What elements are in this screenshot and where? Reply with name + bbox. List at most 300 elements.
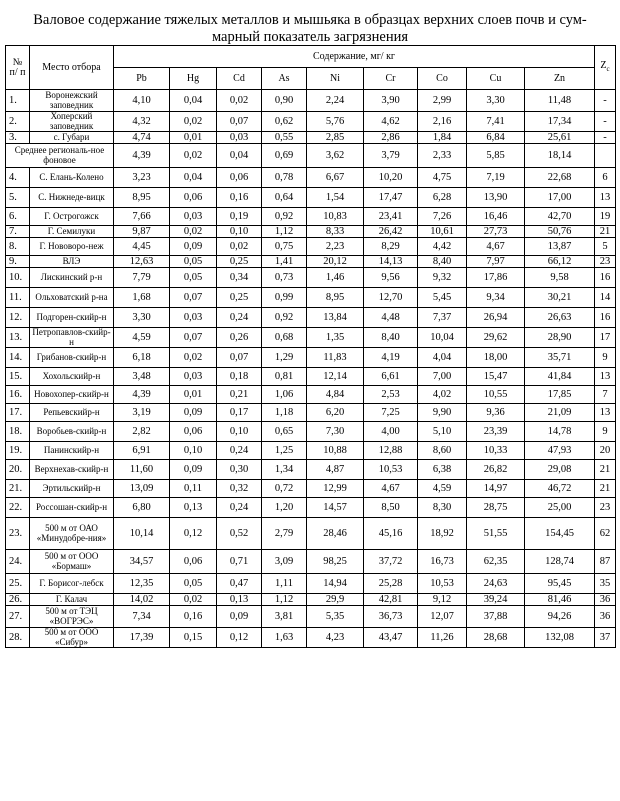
cell-pb: 14,02 xyxy=(114,594,170,606)
row-number: 23. xyxy=(6,518,30,550)
cell-ni: 2,23 xyxy=(307,238,364,256)
cell-zn: 14,78 xyxy=(525,422,595,442)
cell-as: 1,29 xyxy=(262,348,307,368)
cell-ni: 98,25 xyxy=(307,550,364,574)
header-element-as: As xyxy=(262,68,307,90)
cell-cu: 6,84 xyxy=(467,132,525,144)
cell-cr: 4,67 xyxy=(364,480,418,498)
cell-zn: 17,34 xyxy=(525,112,595,132)
cell-cr: 42,81 xyxy=(364,594,418,606)
cell-as: 0,90 xyxy=(262,90,307,112)
row-place: Новохопер-скийр-н xyxy=(30,386,114,404)
cell-pb: 7,34 xyxy=(114,606,170,628)
cell-zc: 5 xyxy=(595,238,616,256)
cell-zn: 35,71 xyxy=(525,348,595,368)
row-number: 15. xyxy=(6,368,30,386)
cell-zn: 42,70 xyxy=(525,208,595,226)
cell-cu: 4,67 xyxy=(467,238,525,256)
cell-co: 2,16 xyxy=(418,112,467,132)
cell-zn: 47,93 xyxy=(525,442,595,460)
cell-cr: 6,61 xyxy=(364,368,418,386)
header-place: Место отбора xyxy=(30,46,114,90)
cell-pb: 6,80 xyxy=(114,498,170,518)
cell-as: 1,63 xyxy=(262,628,307,648)
cell-cu: 15,47 xyxy=(467,368,525,386)
cell-cr: 8,50 xyxy=(364,498,418,518)
cell-cu: 27,73 xyxy=(467,226,525,238)
cell-cu: 28,75 xyxy=(467,498,525,518)
row-number: 19. xyxy=(6,442,30,460)
table-row xyxy=(6,112,616,132)
cell-co: 4,75 xyxy=(418,168,467,188)
document xyxy=(5,0,615,648)
cell-ni: 5,76 xyxy=(307,112,364,132)
cell-ni: 1,54 xyxy=(307,188,364,208)
cell-as: 1,34 xyxy=(262,460,307,480)
row-place: 500 м от ООО «Сибур» xyxy=(30,628,114,648)
cell-cr: 8,40 xyxy=(364,328,418,348)
table-row xyxy=(6,144,616,168)
cell-as: 0,68 xyxy=(262,328,307,348)
cell-zc: 36 xyxy=(595,594,616,606)
cell-cu: 16,46 xyxy=(467,208,525,226)
row-number: 17. xyxy=(6,404,30,422)
cell-cd: 0,02 xyxy=(217,90,262,112)
cell-co: 6,38 xyxy=(418,460,467,480)
cell-ni: 8,95 xyxy=(307,288,364,308)
table-row xyxy=(6,460,616,480)
cell-cd: 0,19 xyxy=(217,208,262,226)
cell-co: 5,45 xyxy=(418,288,467,308)
cell-co: 5,10 xyxy=(418,422,467,442)
cell-zc xyxy=(595,144,616,168)
cell-zc: - xyxy=(595,132,616,144)
cell-hg: 0,13 xyxy=(170,498,217,518)
cell-as: 0,64 xyxy=(262,188,307,208)
table-caption xyxy=(5,0,615,45)
table-row xyxy=(6,308,616,328)
cell-pb: 13,09 xyxy=(114,480,170,498)
cell-cu: 18,00 xyxy=(467,348,525,368)
cell-cr: 4,19 xyxy=(364,348,418,368)
cell-as: 1,06 xyxy=(262,386,307,404)
cell-as: 1,41 xyxy=(262,256,307,268)
row-place: Г. Нововоро-неж xyxy=(30,238,114,256)
cell-zc: 36 xyxy=(595,606,616,628)
row-place: Грибанов-скийр-н xyxy=(30,348,114,368)
cell-zn: 17,00 xyxy=(525,188,595,208)
cell-zc: 7 xyxy=(595,386,616,404)
cell-ni: 1,46 xyxy=(307,268,364,288)
table-row xyxy=(6,188,616,208)
cell-as: 2,79 xyxy=(262,518,307,550)
zc-label: Z xyxy=(600,60,607,71)
cell-co: 4,59 xyxy=(418,480,467,498)
row-number: 26. xyxy=(6,594,30,606)
table-row xyxy=(6,90,616,112)
table-row xyxy=(6,404,616,422)
table-row xyxy=(6,442,616,460)
cell-ni: 12,99 xyxy=(307,480,364,498)
cell-hg: 0,06 xyxy=(170,188,217,208)
cell-zc: 13 xyxy=(595,404,616,422)
cell-zn: 26,63 xyxy=(525,308,595,328)
cell-hg: 0,02 xyxy=(170,594,217,606)
table-header xyxy=(6,46,616,90)
cell-as: 0,81 xyxy=(262,368,307,386)
cell-co: 9,32 xyxy=(418,268,467,288)
cell-zn: 154,45 xyxy=(525,518,595,550)
cell-zn: 22,68 xyxy=(525,168,595,188)
cell-ni: 20,12 xyxy=(307,256,364,268)
row-number: 9. xyxy=(6,256,30,268)
cell-cr: 12,70 xyxy=(364,288,418,308)
row-number: 12. xyxy=(6,308,30,328)
cell-cr: 23,41 xyxy=(364,208,418,226)
cell-pb: 4,32 xyxy=(114,112,170,132)
cell-cu: 26,82 xyxy=(467,460,525,480)
cell-cd: 0,25 xyxy=(217,288,262,308)
row-place: Хохольскийр-н xyxy=(30,368,114,386)
cell-cu: 29,62 xyxy=(467,328,525,348)
cell-cr: 4,62 xyxy=(364,112,418,132)
table-row xyxy=(6,348,616,368)
cell-hg: 0,09 xyxy=(170,460,217,480)
cell-zc: 17 xyxy=(595,328,616,348)
metals-table xyxy=(5,45,616,648)
header-zc xyxy=(595,46,616,90)
cell-cd: 0,24 xyxy=(217,498,262,518)
cell-zc: - xyxy=(595,90,616,112)
caption-line-1: Валовое содержание тяжелых металлов и мышьяка в образцах верхних слоев почв и сум- xyxy=(33,12,587,28)
table-row xyxy=(6,368,616,386)
cell-hg: 0,11 xyxy=(170,480,217,498)
cell-cu: 24,63 xyxy=(467,574,525,594)
cell-zn: 41,84 xyxy=(525,368,595,386)
table-row xyxy=(6,498,616,518)
header-element-co: Co xyxy=(418,68,467,90)
header-element-zn: Zn xyxy=(525,68,595,90)
cell-zn: 25,00 xyxy=(525,498,595,518)
row-place: Лискинский р-н xyxy=(30,268,114,288)
cell-as: 0,62 xyxy=(262,112,307,132)
cell-co: 1,84 xyxy=(418,132,467,144)
cell-cr: 25,28 xyxy=(364,574,418,594)
cell-cd: 0,10 xyxy=(217,422,262,442)
header-content: Содержание, мг/ кг xyxy=(114,46,595,68)
table-row xyxy=(6,606,616,628)
cell-co: 12,07 xyxy=(418,606,467,628)
cell-zc: 14 xyxy=(595,288,616,308)
cell-as: 0,92 xyxy=(262,208,307,226)
cell-ni: 12,14 xyxy=(307,368,364,386)
cell-cu: 26,94 xyxy=(467,308,525,328)
cell-ni: 5,35 xyxy=(307,606,364,628)
cell-zn: 25,61 xyxy=(525,132,595,144)
table-row xyxy=(6,226,616,238)
cell-cd: 0,71 xyxy=(217,550,262,574)
row-number: 14. xyxy=(6,348,30,368)
cell-zc: 13 xyxy=(595,188,616,208)
cell-co: 18,92 xyxy=(418,518,467,550)
row-place: С. Нижнеде-вицк xyxy=(30,188,114,208)
row-place: Петропавлов-скийр-н xyxy=(30,328,114,348)
cell-zn: 17,85 xyxy=(525,386,595,404)
cell-cr: 37,72 xyxy=(364,550,418,574)
cell-co: 10,53 xyxy=(418,574,467,594)
cell-co: 4,42 xyxy=(418,238,467,256)
row-number: 22. xyxy=(6,498,30,518)
row-number: 13. xyxy=(6,328,30,348)
cell-zn: 9,58 xyxy=(525,268,595,288)
cell-cd: 0,24 xyxy=(217,442,262,460)
row-place: Ольховатский р-на xyxy=(30,288,114,308)
table-row xyxy=(6,168,616,188)
cell-cd: 0,09 xyxy=(217,606,262,628)
header-element-cd: Cd xyxy=(217,68,262,90)
cell-cr: 7,25 xyxy=(364,404,418,422)
header-row-1 xyxy=(6,46,616,68)
cell-co: 9,90 xyxy=(418,404,467,422)
cell-hg: 0,05 xyxy=(170,268,217,288)
cell-cu: 7,97 xyxy=(467,256,525,268)
cell-cr: 12,88 xyxy=(364,442,418,460)
cell-hg: 0,01 xyxy=(170,132,217,144)
cell-cd: 0,32 xyxy=(217,480,262,498)
cell-zn: 94,26 xyxy=(525,606,595,628)
cell-as: 0,75 xyxy=(262,238,307,256)
cell-pb: 1,68 xyxy=(114,288,170,308)
row-number: 5. xyxy=(6,188,30,208)
cell-pb: 4,74 xyxy=(114,132,170,144)
cell-co: 6,28 xyxy=(418,188,467,208)
row-number: 6. xyxy=(6,208,30,226)
cell-as: 0,69 xyxy=(262,144,307,168)
table-row xyxy=(6,574,616,594)
cell-pb: 7,79 xyxy=(114,268,170,288)
cell-ni: 13,84 xyxy=(307,308,364,328)
cell-cd: 0,17 xyxy=(217,404,262,422)
row-number: 16. xyxy=(6,386,30,404)
row-number: 18. xyxy=(6,422,30,442)
cell-cu: 10,33 xyxy=(467,442,525,460)
cell-zn: 18,14 xyxy=(525,144,595,168)
cell-hg: 0,05 xyxy=(170,574,217,594)
cell-cd: 0,12 xyxy=(217,628,262,648)
table-row xyxy=(6,288,616,308)
cell-pb: 4,39 xyxy=(114,386,170,404)
cell-zc: 9 xyxy=(595,422,616,442)
table-row xyxy=(6,238,616,256)
cell-ni: 2,24 xyxy=(307,90,364,112)
table-row xyxy=(6,328,616,348)
cell-cd: 0,52 xyxy=(217,518,262,550)
row-number: 25. xyxy=(6,574,30,594)
cell-cu: 39,24 xyxy=(467,594,525,606)
cell-cd: 0,18 xyxy=(217,368,262,386)
cell-zc: - xyxy=(595,112,616,132)
cell-cr: 43,47 xyxy=(364,628,418,648)
cell-hg: 0,04 xyxy=(170,168,217,188)
cell-pb: 12,35 xyxy=(114,574,170,594)
cell-as: 0,65 xyxy=(262,422,307,442)
cell-as: 0,73 xyxy=(262,268,307,288)
cell-co: 8,40 xyxy=(418,256,467,268)
cell-hg: 0,07 xyxy=(170,288,217,308)
cell-as: 1,12 xyxy=(262,594,307,606)
cell-pb: 34,57 xyxy=(114,550,170,574)
cell-cr: 14,13 xyxy=(364,256,418,268)
cell-ni: 14,57 xyxy=(307,498,364,518)
row-number: 21. xyxy=(6,480,30,498)
cell-cr: 4,48 xyxy=(364,308,418,328)
cell-co: 2,99 xyxy=(418,90,467,112)
cell-as: 1,18 xyxy=(262,404,307,422)
cell-cr: 10,53 xyxy=(364,460,418,480)
cell-cr: 10,20 xyxy=(364,168,418,188)
cell-zc: 13 xyxy=(595,368,616,386)
row-number: 4. xyxy=(6,168,30,188)
cell-cr: 8,29 xyxy=(364,238,418,256)
cell-cd: 0,10 xyxy=(217,226,262,238)
cell-hg: 0,03 xyxy=(170,308,217,328)
cell-zn: 11,48 xyxy=(525,90,595,112)
table-row xyxy=(6,518,616,550)
cell-zc: 9 xyxy=(595,348,616,368)
cell-cr: 3,79 xyxy=(364,144,418,168)
cell-pb: 6,91 xyxy=(114,442,170,460)
cell-co: 16,73 xyxy=(418,550,467,574)
cell-zn: 30,21 xyxy=(525,288,595,308)
cell-pb: 8,95 xyxy=(114,188,170,208)
cell-cr: 3,90 xyxy=(364,90,418,112)
cell-ni: 2,85 xyxy=(307,132,364,144)
cell-zn: 95,45 xyxy=(525,574,595,594)
row-place: 500 м от ОАО «Минудобре-ния» xyxy=(30,518,114,550)
cell-zn: 13,87 xyxy=(525,238,595,256)
cell-hg: 0,16 xyxy=(170,606,217,628)
cell-co: 2,33 xyxy=(418,144,467,168)
row-number: 28. xyxy=(6,628,30,648)
cell-pb: 3,48 xyxy=(114,368,170,386)
cell-pb: 10,14 xyxy=(114,518,170,550)
cell-zc: 35 xyxy=(595,574,616,594)
row-place: Г. Острогожск xyxy=(30,208,114,226)
cell-zn: 46,72 xyxy=(525,480,595,498)
cell-hg: 0,12 xyxy=(170,518,217,550)
cell-cd: 0,07 xyxy=(217,112,262,132)
cell-ni: 14,94 xyxy=(307,574,364,594)
cell-pb: 9,87 xyxy=(114,226,170,238)
caption-line-2: марный показатель загрязнения xyxy=(211,29,409,45)
header-element-pb: Pb xyxy=(114,68,170,90)
cell-cd: 0,16 xyxy=(217,188,262,208)
cell-zc: 21 xyxy=(595,226,616,238)
cell-pb: 7,66 xyxy=(114,208,170,226)
row-number: 2. xyxy=(6,112,30,132)
cell-pb: 12,63 xyxy=(114,256,170,268)
cell-zc: 21 xyxy=(595,480,616,498)
cell-hg: 0,03 xyxy=(170,368,217,386)
cell-hg: 0,09 xyxy=(170,404,217,422)
cell-cu: 5,85 xyxy=(467,144,525,168)
cell-zc: 16 xyxy=(595,268,616,288)
row-number: 7. xyxy=(6,226,30,238)
cell-zc: 6 xyxy=(595,168,616,188)
cell-cu: 17,86 xyxy=(467,268,525,288)
cell-hg: 0,06 xyxy=(170,422,217,442)
row-number: 10. xyxy=(6,268,30,288)
cell-hg: 0,01 xyxy=(170,386,217,404)
table-row xyxy=(6,550,616,574)
cell-cu: 51,55 xyxy=(467,518,525,550)
row-place: Хоперский заповедник xyxy=(30,112,114,132)
cell-zc: 20 xyxy=(595,442,616,460)
cell-as: 1,12 xyxy=(262,226,307,238)
cell-cr: 9,56 xyxy=(364,268,418,288)
table-row xyxy=(6,594,616,606)
zc-subscript: c xyxy=(606,65,610,73)
row-place: Россошан-скийр-н xyxy=(30,498,114,518)
row-place: с. Губари xyxy=(30,132,114,144)
table-row xyxy=(6,208,616,226)
row-number: 20. xyxy=(6,460,30,480)
cell-as: 1,20 xyxy=(262,498,307,518)
cell-cu: 14,97 xyxy=(467,480,525,498)
cell-cd: 0,03 xyxy=(217,132,262,144)
cell-co: 9,12 xyxy=(418,594,467,606)
cell-pb: 2,82 xyxy=(114,422,170,442)
cell-cu: 3,30 xyxy=(467,90,525,112)
cell-cd: 0,34 xyxy=(217,268,262,288)
cell-hg: 0,02 xyxy=(170,348,217,368)
cell-hg: 0,10 xyxy=(170,442,217,460)
cell-zn: 29,08 xyxy=(525,460,595,480)
cell-zc: 21 xyxy=(595,460,616,480)
row-place: Г. Семилуки xyxy=(30,226,114,238)
cell-ni: 10,83 xyxy=(307,208,364,226)
table-row xyxy=(6,480,616,498)
row-place: Подгорен-скийр-н xyxy=(30,308,114,328)
cell-hg: 0,04 xyxy=(170,90,217,112)
cell-co: 10,61 xyxy=(418,226,467,238)
table-row xyxy=(6,132,616,144)
row-place: Репьевскийр-н xyxy=(30,404,114,422)
cell-cd: 0,06 xyxy=(217,168,262,188)
cell-as: 0,55 xyxy=(262,132,307,144)
cell-cd: 0,24 xyxy=(217,308,262,328)
cell-cr: 17,47 xyxy=(364,188,418,208)
row-place: С. Елань-Колено xyxy=(30,168,114,188)
row-place: Верхнехав-скийр-н xyxy=(30,460,114,480)
cell-hg: 0,03 xyxy=(170,208,217,226)
cell-as: 3,81 xyxy=(262,606,307,628)
cell-zc: 16 xyxy=(595,308,616,328)
cell-cr: 26,42 xyxy=(364,226,418,238)
cell-zn: 81,46 xyxy=(525,594,595,606)
header-num: № п/ п xyxy=(6,46,30,90)
cell-cu: 7,41 xyxy=(467,112,525,132)
cell-co: 11,26 xyxy=(418,628,467,648)
row-place: Воронежский заповедник xyxy=(30,90,114,112)
cell-pb: 6,18 xyxy=(114,348,170,368)
cell-pb: 3,30 xyxy=(114,308,170,328)
cell-hg: 0,15 xyxy=(170,628,217,648)
cell-cr: 2,53 xyxy=(364,386,418,404)
table-row xyxy=(6,256,616,268)
cell-ni: 1,35 xyxy=(307,328,364,348)
cell-hg: 0,09 xyxy=(170,238,217,256)
